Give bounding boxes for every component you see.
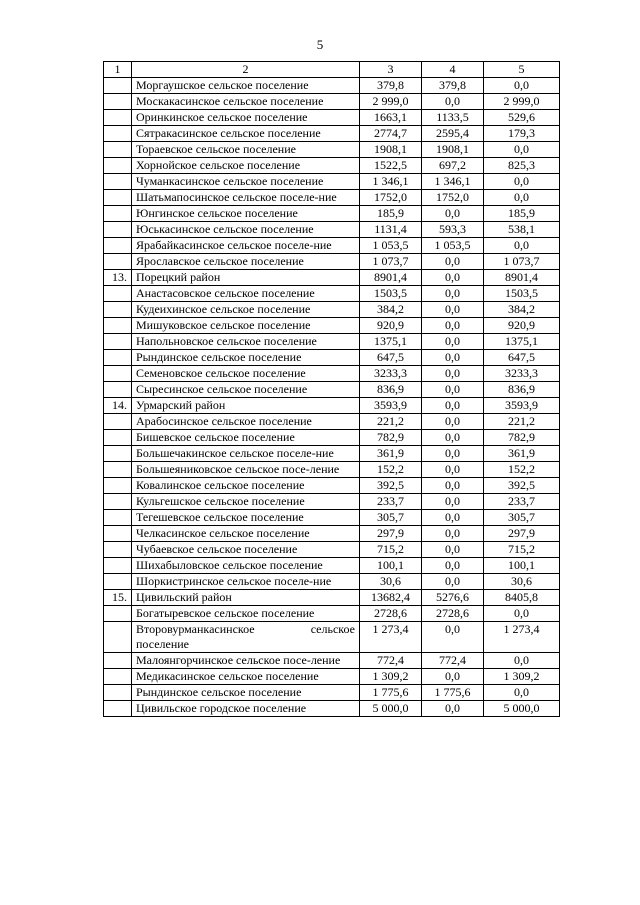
settlement-name: Сыресинское сельское поселение [132, 382, 360, 398]
row-index [104, 94, 132, 110]
value-col4: 0,0 [422, 254, 484, 270]
row-index [104, 286, 132, 302]
value-col3: 5 000,0 [360, 701, 422, 717]
value-col4: 0,0 [422, 366, 484, 382]
settlement-name: Цивильский район [132, 590, 360, 606]
value-col4: 0,0 [422, 510, 484, 526]
table-row [104, 398, 560, 414]
table-row [104, 542, 560, 558]
value-col5: 3593,9 [484, 398, 560, 414]
value-col4: 0,0 [422, 318, 484, 334]
table-row [104, 110, 560, 126]
row-index [104, 478, 132, 494]
settlement-name: Моргаушское сельское поселение [132, 78, 360, 94]
value-col3: 772,4 [360, 653, 422, 669]
value-col3: 920,9 [360, 318, 422, 334]
settlement-name: Бишевское сельское поселение [132, 430, 360, 446]
table-row [104, 510, 560, 526]
table-row [104, 302, 560, 318]
settlement-name: Челкасинское сельское поселение [132, 526, 360, 542]
value-col3: 379,8 [360, 78, 422, 94]
row-index [104, 222, 132, 238]
value-col3: 1522,5 [360, 158, 422, 174]
value-col5: 1503,5 [484, 286, 560, 302]
value-col3: 715,2 [360, 542, 422, 558]
settlement-name: Мишуковское сельское поселение [132, 318, 360, 334]
row-index [104, 526, 132, 542]
settlement-name: Рындинское сельское поселение [132, 685, 360, 701]
table-row [104, 494, 560, 510]
value-col5: 0,0 [484, 142, 560, 158]
value-col4: 0,0 [422, 622, 484, 653]
value-col3: 1 309,2 [360, 669, 422, 685]
row-index [104, 510, 132, 526]
table-row [104, 462, 560, 478]
value-col5: 152,2 [484, 462, 560, 478]
value-col3: 1 775,6 [360, 685, 422, 701]
value-col5: 100,1 [484, 558, 560, 574]
value-col4: 1 053,5 [422, 238, 484, 254]
value-col3: 392,5 [360, 478, 422, 494]
value-col3: 1503,5 [360, 286, 422, 302]
value-col3: 782,9 [360, 430, 422, 446]
value-col4: 0,0 [422, 286, 484, 302]
header-cell-1: 1 [104, 62, 132, 78]
value-col5: 1 073,7 [484, 254, 560, 270]
value-col5: 8405,8 [484, 590, 560, 606]
settlement-name: Кульгешское сельское поселение [132, 494, 360, 510]
value-col3: 1908,1 [360, 142, 422, 158]
table-row [104, 685, 560, 701]
value-col3: 2 999,0 [360, 94, 422, 110]
value-col5: 8901,4 [484, 270, 560, 286]
settlement-name: Богатыревское сельское поселение [132, 606, 360, 622]
settlement-name: Цивильское городское поселение [132, 701, 360, 717]
settlement-name: Кудеихинское сельское поселение [132, 302, 360, 318]
value-col5: 0,0 [484, 174, 560, 190]
page-number: 5 [316, 37, 324, 52]
table-row [104, 142, 560, 158]
value-col3: 297,9 [360, 526, 422, 542]
row-index [104, 334, 132, 350]
row-index [104, 685, 132, 701]
value-col5: 221,2 [484, 414, 560, 430]
row-index [104, 462, 132, 478]
settlement-name: Шатьмапосинское сельское поселе-ние [132, 190, 360, 206]
value-col4: 0,0 [422, 302, 484, 318]
row-index [104, 494, 132, 510]
row-index [104, 542, 132, 558]
row-index: 14. [104, 398, 132, 414]
settlement-name: Урмарский район [132, 398, 360, 414]
table-row [104, 590, 560, 606]
row-index [104, 190, 132, 206]
value-col4: 5276,6 [422, 590, 484, 606]
value-col4: 0,0 [422, 382, 484, 398]
table-row [104, 78, 560, 94]
table-row [104, 222, 560, 238]
value-col3: 13682,4 [360, 590, 422, 606]
value-col3: 1 273,4 [360, 622, 422, 653]
value-col3: 3233,3 [360, 366, 422, 382]
value-col4: 1 346,1 [422, 174, 484, 190]
value-col3: 2774,7 [360, 126, 422, 142]
header-cell-5: 5 [484, 62, 560, 78]
settlement-name: Медикасинское сельское поселение [132, 669, 360, 685]
row-index [104, 110, 132, 126]
table-row [104, 526, 560, 542]
value-col5: 782,9 [484, 430, 560, 446]
settlement-name: Рындинское сельское поселение [132, 350, 360, 366]
settlement-name: Шихабыловское сельское поселение [132, 558, 360, 574]
value-col5: 538,1 [484, 222, 560, 238]
table-row [104, 206, 560, 222]
settlement-name: Юнгинское сельское поселение [132, 206, 360, 222]
value-col5: 0,0 [484, 190, 560, 206]
value-col5: 392,5 [484, 478, 560, 494]
table-row [104, 158, 560, 174]
budget-table [103, 61, 560, 717]
value-col4: 0,0 [422, 270, 484, 286]
value-col3: 2728,6 [360, 606, 422, 622]
header-cell-2: 2 [132, 62, 360, 78]
table-row [104, 270, 560, 286]
row-index [104, 78, 132, 94]
value-col4: 593,3 [422, 222, 484, 238]
value-col4: 379,8 [422, 78, 484, 94]
settlement-name: Хорнойское сельское поселение [132, 158, 360, 174]
row-index [104, 446, 132, 462]
table-row [104, 286, 560, 302]
value-col3: 361,9 [360, 446, 422, 462]
value-col5: 305,7 [484, 510, 560, 526]
value-col4: 0,0 [422, 206, 484, 222]
table-row [104, 446, 560, 462]
value-col4: 0,0 [422, 494, 484, 510]
value-col3: 1752,0 [360, 190, 422, 206]
table-row [104, 350, 560, 366]
value-col4: 1133,5 [422, 110, 484, 126]
row-index [104, 669, 132, 685]
value-col5: 30,6 [484, 574, 560, 590]
value-col5: 836,9 [484, 382, 560, 398]
settlement-name: Большечакинское сельское поселе-ние [132, 446, 360, 462]
row-index [104, 238, 132, 254]
table-row [104, 701, 560, 717]
settlement-name: Малоянгорчинское сельское посе-ление [132, 653, 360, 669]
table-row [104, 366, 560, 382]
row-index [104, 142, 132, 158]
value-col4: 0,0 [422, 701, 484, 717]
value-col5: 920,9 [484, 318, 560, 334]
value-col4: 0,0 [422, 669, 484, 685]
value-col3: 1131,4 [360, 222, 422, 238]
value-col4: 0,0 [422, 398, 484, 414]
row-index [104, 158, 132, 174]
value-col5: 0,0 [484, 653, 560, 669]
settlement-name: Чуманкасинское сельское поселение [132, 174, 360, 190]
value-col3: 305,7 [360, 510, 422, 526]
settlement-name: Напольновское сельское поселение [132, 334, 360, 350]
value-col3: 221,2 [360, 414, 422, 430]
value-col4: 697,2 [422, 158, 484, 174]
row-index [104, 382, 132, 398]
value-col5: 233,7 [484, 494, 560, 510]
value-col3: 3593,9 [360, 398, 422, 414]
value-col4: 0,0 [422, 462, 484, 478]
table-row [104, 414, 560, 430]
table-row [104, 558, 560, 574]
row-index [104, 701, 132, 717]
value-col5: 0,0 [484, 238, 560, 254]
row-index [104, 350, 132, 366]
row-index [104, 254, 132, 270]
value-col5: 1375,1 [484, 334, 560, 350]
value-col3: 100,1 [360, 558, 422, 574]
value-col3: 836,9 [360, 382, 422, 398]
settlement-name: Юськасинское сельское поселение [132, 222, 360, 238]
settlement-name: Сятракасинское сельское поселение [132, 126, 360, 142]
row-index [104, 302, 132, 318]
value-col4: 0,0 [422, 542, 484, 558]
table-row [104, 318, 560, 334]
value-col5: 1 309,2 [484, 669, 560, 685]
value-col4: 0,0 [422, 414, 484, 430]
settlement-name: Шоркистринское сельское поселе-ние [132, 574, 360, 590]
value-col3: 8901,4 [360, 270, 422, 286]
row-index [104, 126, 132, 142]
row-index [104, 430, 132, 446]
table-row [104, 382, 560, 398]
settlement-name: Порецкий район [132, 270, 360, 286]
settlement-name: Семеновское сельское поселение [132, 366, 360, 382]
table-row [104, 574, 560, 590]
header-cell-4: 4 [422, 62, 484, 78]
table-row [104, 478, 560, 494]
row-index [104, 318, 132, 334]
table-row [104, 669, 560, 685]
table-row [104, 126, 560, 142]
settlement-name: Ковалинское сельское поселение [132, 478, 360, 494]
value-col4: 2595,4 [422, 126, 484, 142]
value-col3: 384,2 [360, 302, 422, 318]
value-col3: 1663,1 [360, 110, 422, 126]
value-col5: 185,9 [484, 206, 560, 222]
value-col5: 825,3 [484, 158, 560, 174]
value-col4: 1908,1 [422, 142, 484, 158]
value-col4: 0,0 [422, 350, 484, 366]
value-col3: 152,2 [360, 462, 422, 478]
row-index [104, 206, 132, 222]
settlement-name: Ярабайкасинское сельское поселе-ние [132, 238, 360, 254]
settlement-name: Чубаевское сельское поселение [132, 542, 360, 558]
settlement-name: Анастасовское сельское поселение [132, 286, 360, 302]
table-row [104, 606, 560, 622]
row-index [104, 622, 132, 653]
value-col4: 2728,6 [422, 606, 484, 622]
value-col5: 384,2 [484, 302, 560, 318]
value-col5: 1 273,4 [484, 622, 560, 653]
table-row [104, 622, 560, 653]
value-col5: 361,9 [484, 446, 560, 462]
value-col4: 0,0 [422, 478, 484, 494]
value-col3: 30,6 [360, 574, 422, 590]
value-col3: 185,9 [360, 206, 422, 222]
row-index [104, 174, 132, 190]
value-col4: 0,0 [422, 94, 484, 110]
table-row [104, 190, 560, 206]
table-row [104, 254, 560, 270]
value-col5: 0,0 [484, 606, 560, 622]
row-index: 13. [104, 270, 132, 286]
value-col3: 1 073,7 [360, 254, 422, 270]
value-col4: 0,0 [422, 526, 484, 542]
value-col5: 529,6 [484, 110, 560, 126]
value-col3: 233,7 [360, 494, 422, 510]
value-col4: 0,0 [422, 558, 484, 574]
value-col5: 5 000,0 [484, 701, 560, 717]
table-row [104, 174, 560, 190]
value-col4: 0,0 [422, 334, 484, 350]
table-row [104, 653, 560, 669]
value-col3: 1 346,1 [360, 174, 422, 190]
value-col4: 0,0 [422, 574, 484, 590]
settlement-name: Тораевское сельское поселение [132, 142, 360, 158]
settlement-name: Москакасинское сельское поселение [132, 94, 360, 110]
value-col5: 0,0 [484, 685, 560, 701]
value-col3: 1375,1 [360, 334, 422, 350]
table-row [104, 334, 560, 350]
table-body [104, 62, 560, 717]
value-col4: 0,0 [422, 430, 484, 446]
table-header-row [104, 62, 560, 78]
row-index [104, 558, 132, 574]
value-col4: 772,4 [422, 653, 484, 669]
value-col5: 647,5 [484, 350, 560, 366]
value-col5: 179,3 [484, 126, 560, 142]
settlement-name: Ярославское сельское поселение [132, 254, 360, 270]
row-index [104, 606, 132, 622]
value-col4: 0,0 [422, 446, 484, 462]
value-col5: 3233,3 [484, 366, 560, 382]
value-col5: 2 999,0 [484, 94, 560, 110]
row-index [104, 366, 132, 382]
value-col3: 647,5 [360, 350, 422, 366]
settlement-name: Второвурманкасинское сельское поселение [132, 622, 360, 653]
row-index [104, 653, 132, 669]
row-index: 15. [104, 590, 132, 606]
value-col5: 297,9 [484, 526, 560, 542]
value-col4: 1752,0 [422, 190, 484, 206]
row-index [104, 414, 132, 430]
header-cell-3: 3 [360, 62, 422, 78]
value-col5: 715,2 [484, 542, 560, 558]
settlement-name: Большеяниковское сельское посе-ление [132, 462, 360, 478]
value-col4: 1 775,6 [422, 685, 484, 701]
row-index [104, 574, 132, 590]
settlement-name: Арабосинское сельское поселение [132, 414, 360, 430]
value-col5: 0,0 [484, 78, 560, 94]
table-row [104, 94, 560, 110]
settlement-name: Оринкинское сельское поселение [132, 110, 360, 126]
table-row [104, 238, 560, 254]
settlement-name: Тегешевское сельское поселение [132, 510, 360, 526]
value-col3: 1 053,5 [360, 238, 422, 254]
table-row [104, 430, 560, 446]
